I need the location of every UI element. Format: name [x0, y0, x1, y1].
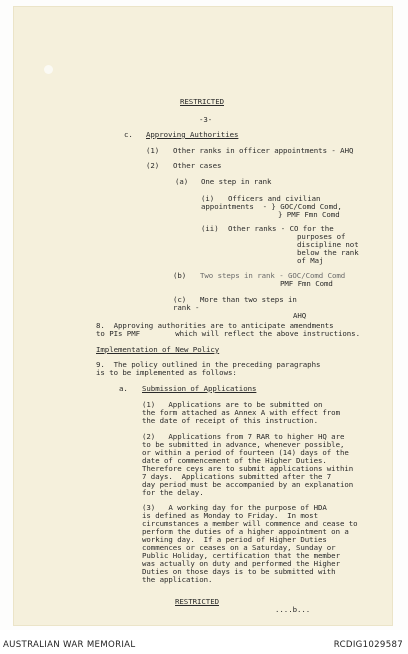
archive-name: AUSTRALIAN WAR MEMORIAL — [3, 640, 136, 650]
continuation-marker: ....b... — [275, 605, 311, 614]
classification-footer: RESTRICTED — [175, 597, 219, 606]
p3-line: Public Holiday, certification that the member — [142, 551, 340, 560]
sub-a-ii-line: discipline not — [297, 240, 359, 249]
p3-line: Duties on those days is to be submitted with — [142, 567, 336, 576]
p2-line: to be submitted in advance, whenever possible, — [142, 440, 345, 449]
p2-line: for the delay. — [142, 488, 204, 497]
para-8-line: to PIs PMF which will reflect the above instructions. — [96, 329, 360, 338]
sub-a-i-number: (i) — [201, 194, 215, 203]
sub-a-ii-line: purposes of — [297, 232, 346, 241]
p3-line: circumstances a member will commence and cease to — [142, 519, 358, 528]
p2-line: date of commencement of the Higher Duties. — [142, 456, 327, 465]
p2-line: Therefore ceys are to submit applications within — [142, 464, 354, 473]
p2-line: day period must be accompanied by an explanation — [142, 480, 354, 489]
sub-section-a-letter: a. — [119, 384, 128, 393]
sub-b-line: PMF Fmn Comd — [280, 279, 333, 288]
classification-header: RESTRICTED — [180, 97, 224, 106]
punch-hole — [44, 65, 53, 74]
sub-b-number: (b) — [173, 271, 187, 280]
sub-c-line: rank - — [173, 303, 200, 312]
sub-a-i-line: Officers and civilian — [228, 194, 321, 203]
p1-line: the date of receipt of this instruction. — [142, 416, 318, 425]
sub-b-line: Two steps in rank - GOC/Comd Comd — [200, 271, 346, 280]
item-1-number: (1) — [146, 146, 160, 155]
item-2-number: (2) — [146, 161, 160, 170]
p3-line: is defined as Monday to Friday. In most — [142, 511, 318, 520]
p3-line: the application. — [142, 575, 213, 584]
p1-line: the form attached as Annex A with effect from — [142, 408, 340, 417]
sub-a-number: (a) — [175, 177, 189, 186]
para-8-line: 8. Approving authorities are to anticipate amendments — [96, 321, 334, 330]
p3-line: working day. If a period of Higher Duties — [142, 535, 327, 544]
archive-footer — [0, 630, 408, 654]
archive-id: RCDIG1029587 — [333, 640, 403, 650]
sub-c-line: More than two steps in — [200, 295, 297, 304]
item-1-text: Other ranks in officer appointments - AHQ — [173, 146, 354, 155]
p3-line: (3) A working day for the purpose of HDA — [142, 503, 327, 512]
sub-a-text: One step in rank — [201, 177, 272, 186]
para-9-line: 9. The policy outlined in the preceding paragraphs — [96, 360, 321, 369]
p3-line: was actually on duty and performed the Higher — [142, 559, 340, 568]
section-c-letter: c. — [124, 130, 133, 139]
page-number: -3- — [199, 115, 213, 124]
sub-c-number: (c) — [173, 295, 187, 304]
para-9-line: is to be implemented as follows: — [96, 368, 237, 377]
sub-a-i-line: } PMF Fmn Comd — [278, 210, 340, 219]
p2-line: 7 days. Applications submitted after the 7 — [142, 472, 332, 481]
item-2-text: Other cases — [173, 161, 222, 170]
p3-line: perform the duties of a higher appointment on a — [142, 527, 349, 536]
sub-a-ii-number: (ii) — [201, 224, 219, 233]
sub-a-ii-line: below the rank — [297, 248, 359, 257]
implementation-heading: Implementation of New Policy — [96, 345, 220, 354]
sub-section-a-heading: Submission of Applications — [142, 384, 257, 393]
sub-a-ii-line: of Maj — [297, 256, 324, 265]
section-c-heading: Approving Authorities — [146, 130, 239, 139]
sub-c-line: AHQ — [293, 311, 307, 320]
sub-a-i-line: appointments - } GOC/Comd Comd, — [201, 202, 342, 211]
p1-line: (1) Applications are to be submitted on — [142, 400, 323, 409]
p3-line: commences or ceases on a Saturday, Sunday or — [142, 543, 336, 552]
sub-a-ii-line: Other ranks - CO for the — [228, 224, 334, 233]
p2-line: (2) Applications from 7 RAR to higher HQ are — [142, 432, 345, 441]
document-page — [13, 6, 393, 626]
p2-line: or within a period of fourteen (14) days of the — [142, 448, 349, 457]
